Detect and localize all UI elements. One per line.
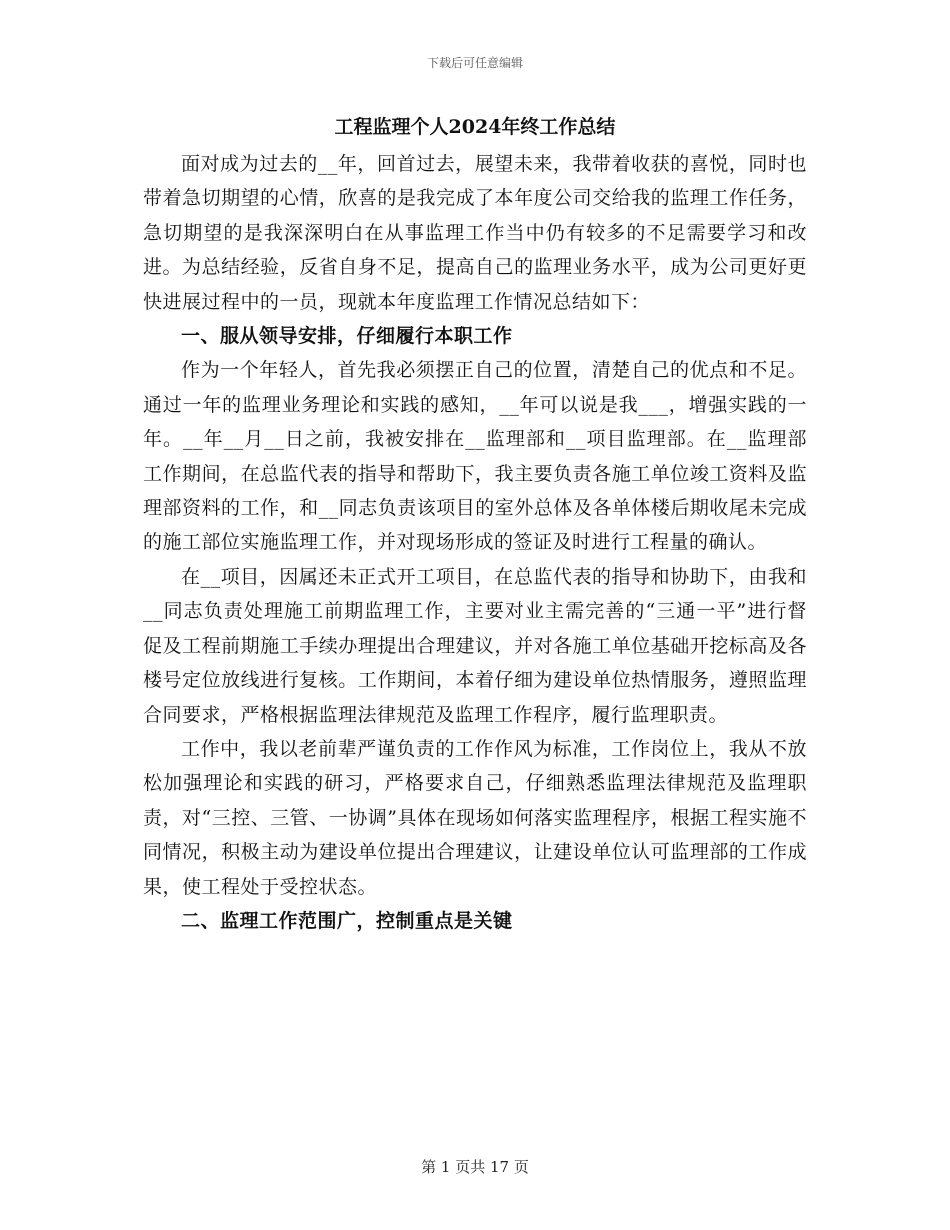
document-title: 工程监理个人2024年终工作总结 bbox=[334, 116, 616, 138]
page-number: 第 1 页共 17 页 bbox=[421, 1158, 529, 1176]
section-heading-1: 一、服从领导安排，仔细履行本职工作 bbox=[181, 325, 513, 348]
paragraph-section1-a: 作为一个年轻人，首先我必须摆正自己的位置，清楚自己的优点和不足。通过一年的监理业务理论和实践的感知，__年可以说是我___，增强实践的一年。__年__月__日之前，我被安排在__监理部和__项目监理部。在__监理部工作期间，在总监代表的指导和帮助下，我主要负责各施工单位竣工资料及监理部资料的工作，和__同志负责该项目的室外总体及各单体楼后期收尾未完成的施工部位实施监理工作，并对现场形成的签证及时进行工程量的确认。 bbox=[143, 359, 807, 554]
paragraph-section1-b: 在__项目，因属还未正式开工项目，在总监代表的指导和协助下，由我和__同志负责处理施工前期监理工作，主要对业主需完善的“三通一平”进行督促及工程前期施工手续办理提出合理建议，并对各施工单位基础开挖标高及各楼号定位放线进行复核。工作期间，本着仔细为建设单位热情服务，遵照监理合同要求，严格根据监理法律规范及监理工作程序，履行监理职责。 bbox=[143, 565, 807, 726]
paragraph-intro: 面对成为过去的__年，回首过去，展望未来，我带着收获的喜悦，同时也带着急切期望的心情，欣喜的是我完成了本年度公司交给我的监理工作任务，急切期望的是我深深明白在从事监理工作当中仍有较多的不足需要学习和改进。为总结经验，反省自身不足，提高自己的监理业务水平，成为公司更好更快进展过程中的一员，现就本年度监理工作情况总结如下： bbox=[143, 153, 807, 313]
document-body bbox=[143, 147, 807, 938]
paragraph-section1-c: 工作中，我以老前辈严谨负责的工作作风为标准，工作岗位上，我从不放松加强理论和实践的研习，严格要求自己，仔细熟悉监理法律规范及监理职责，对“三控、三管、一协调”具体在现场如何落实监理程序，根据工程实施不同情况，积极主动为建设单位提出合理建议，让建设单位认可监理部的工作成果，使工程处于受控状态。 bbox=[143, 737, 807, 898]
header-note: 下载后可任意编辑 bbox=[426, 56, 523, 70]
section-heading-2: 二、监理工作范围广，控制重点是关键 bbox=[181, 909, 513, 932]
